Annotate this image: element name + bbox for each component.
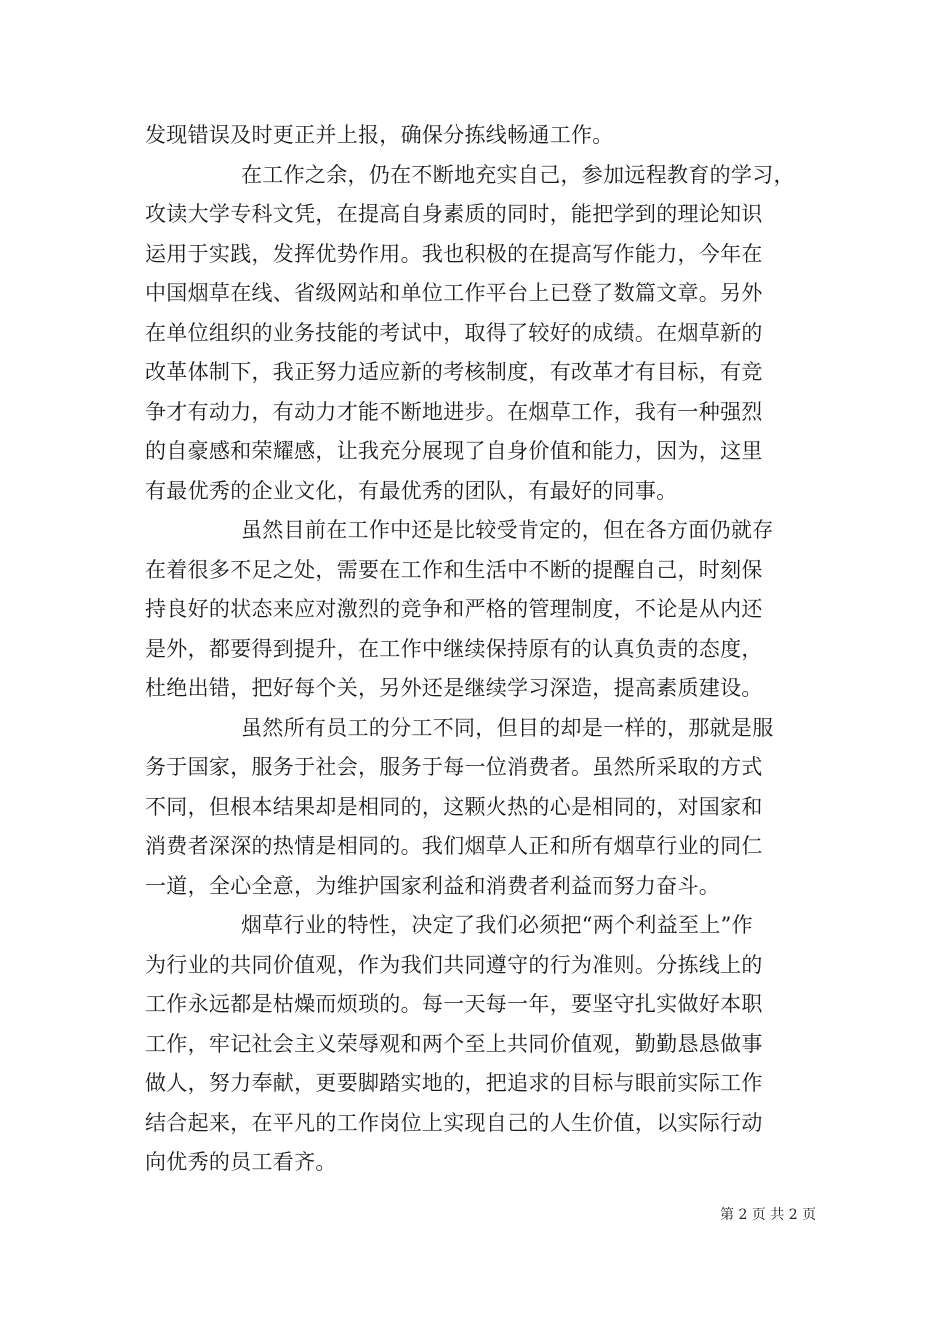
text-line: 做人，努力奉献，更要脚踏实地的，把追求的目标与眼前实际工作 xyxy=(145,1071,763,1095)
text-line: 中国烟草在线、省级网站和单位工作平台上已登了数篇文章。另外 xyxy=(145,281,763,305)
text-line: 争才有动力，有动力才能不断地进步。在烟草工作，我有一种强烈 xyxy=(145,399,763,424)
text-line: 虽然所有员工的分工不同，但目的却是一样的，那就是服 xyxy=(241,715,774,740)
text-line: 一道，全心全意，为维护国家利益和消费者利益而努力奋斗。 xyxy=(145,873,721,898)
text-line: 有最优秀的企业文化，有最优秀的团队，有最好的同事。 xyxy=(145,478,678,503)
text-line: 消费者深深的热情是相同的。我们烟草人正和所有烟草行业的同仁 xyxy=(145,834,763,858)
document-body xyxy=(145,116,810,1183)
text-line: 是外，都要得到提升，在工作中继续保持原有的认真负责的态度， xyxy=(145,636,763,661)
text-line: 杜绝出错，把好每个关，另外还是继续学习深造，提高素质建设。 xyxy=(145,676,763,700)
text-line: 攻读大学专科文凭，在提高自身素质的同时，能把学到的理论知识 xyxy=(145,202,763,226)
text-line: 在工作之余，仍在不断地充实自己，参加远程教育的学习， xyxy=(241,162,795,187)
text-line: 运用于实践，发挥优势作用。我也积极的在提高写作能力，今年在 xyxy=(145,241,763,266)
text-line: 工作永远都是枯燥而烦琐的。每一天每一年，要坚守扎实做好本职 xyxy=(145,992,763,1016)
page-number-footer: 第 2 页 共 2 页 xyxy=(720,1207,817,1223)
text-line: 向优秀的员工看齐。 xyxy=(145,1150,337,1174)
text-line: 为行业的共同价值观，作为我们共同遵守的行为准则。分拣线上的 xyxy=(145,952,763,977)
text-line: 烟草行业的特性，决定了我们必须把“两个利益至上”作 xyxy=(241,913,753,937)
text-line: 持良好的状态来应对激烈的竞争和严格的管理制度，不论是从内还 xyxy=(145,597,763,621)
text-line: 在着很多不足之处，需要在工作和生活中不断的提醒自己，时刻保 xyxy=(145,557,763,582)
text-line: 改革体制下，我正努力适应新的考核制度，有改革才有目标，有竞 xyxy=(145,360,763,384)
text-line: 发现错误及时更正并上报，确保分拣线畅通工作。 xyxy=(145,123,614,147)
text-line: 工作，牢记社会主义荣辱观和两个至上共同价值观，勤勤恳恳做事 xyxy=(145,1031,763,1056)
text-line: 务于国家，服务于社会，服务于每一位消费者。虽然所采取的方式 xyxy=(145,755,763,779)
text-line: 的自豪感和荣耀感，让我充分展现了自身价值和能力，因为，这里 xyxy=(145,439,763,463)
text-line: 在单位组织的业务技能的考试中，取得了较好的成绩。在烟草新的 xyxy=(145,320,763,345)
text-line: 不同，但根本结果却是相同的，这颗火热的心是相同的，对国家和 xyxy=(145,794,763,819)
text-line: 虽然目前在工作中还是比较受肯定的，但在各方面仍就存 xyxy=(241,518,774,542)
text-line: 结合起来，在平凡的工作岗位上实现自己的人生价值，以实际行动 xyxy=(145,1110,763,1135)
